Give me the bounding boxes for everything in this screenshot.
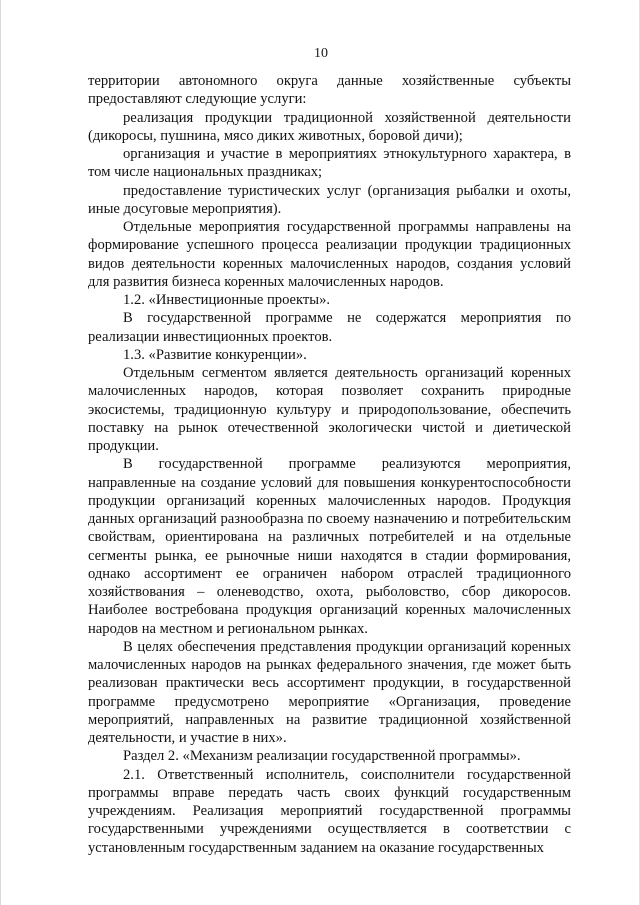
paragraph: Отдельные мероприятия государственной программы направлены на формирование успешного процесса реализации продукции традиционных видов деятельности коренных малочисленных народов, создания условий для развития бизнеса коренных малочисленных народов.: [88, 219, 571, 290]
paragraph: 2.1. Ответственный исполнитель, соисполнители государственной программы вправе передать часть своих функций государственным учреждениям. Реализация мероприятий государственной программы государственными учреждениями осуществляется в соответствии с установленным государственным заданием на оказание государственных: [88, 766, 571, 856]
page-number: 10: [314, 46, 328, 61]
section-heading: Раздел 2. «Механизм реализации государственной программы».: [123, 748, 521, 765]
paragraph: Отдельным сегментом является деятельность организаций коренных малочисленных народов, которая позволяет сохранить природные экосистемы, традиционную культуру и природопользование, обеспечить поставку на рынок отечественной экологически чистой и диетической продукции.: [88, 365, 571, 454]
paragraph: В государственной программе не содержатся мероприятия по реализации инвестиционных проектов.: [88, 310, 571, 345]
paragraph-list-item: организация и участие в мероприятиях этнокультурного характера, в том числе национальных праздниках;: [88, 146, 571, 181]
subsection-heading: 1.2. «Инвестиционные проекты».: [123, 292, 331, 308]
paragraph: В государственной программе реализуются мероприятия, направленные на создание условий для повышения конкурентоспособности продукции организаций коренных малочисленных народов. Продукция данных организаций разнообразна по своему назначению и потребительским свойствам, ориентирована на различных потребителей и на отдельные сегменты рынка, ее рыночные ниши находятся в стадии формирования, однако ассортимент ее ограничен набором отраслей традиционного хозяйствования – оленеводство, охота, рыболовство, сбор дикоросов. Наиболее востребована продукция организаций коренных малочисленных народов на местном и региональном рынках.: [88, 456, 571, 637]
paragraph: В целях обеспечения представления продукции организаций коренных малочисленных народов на рынках федерального значения, где может быть реализован практически весь ассортимент продукции, в государственной программе предусмотрено мероприятие «Организация, проведение мероприятий, направленных на развитие традиционной хозяйственной деятельности, и участие в них».: [88, 638, 571, 746]
paragraph-list-item: предоставление туристических услуг (организация рыбалки и охоты, иные досуговые мероприятия).: [88, 182, 571, 217]
subsection-heading: 1.3. «Развитие конкуренции».: [123, 346, 307, 363]
document-body: [88, 72, 571, 857]
paragraph-list-item: реализация продукции традиционной хозяйственной деятельности (дикоросы, пушнина, мясо диких животных, боровой дичи);: [88, 109, 571, 144]
paragraph-continuation: территории автономного округа данные хозяйственные субъекты предоставляют следующие услуги:: [88, 73, 571, 108]
